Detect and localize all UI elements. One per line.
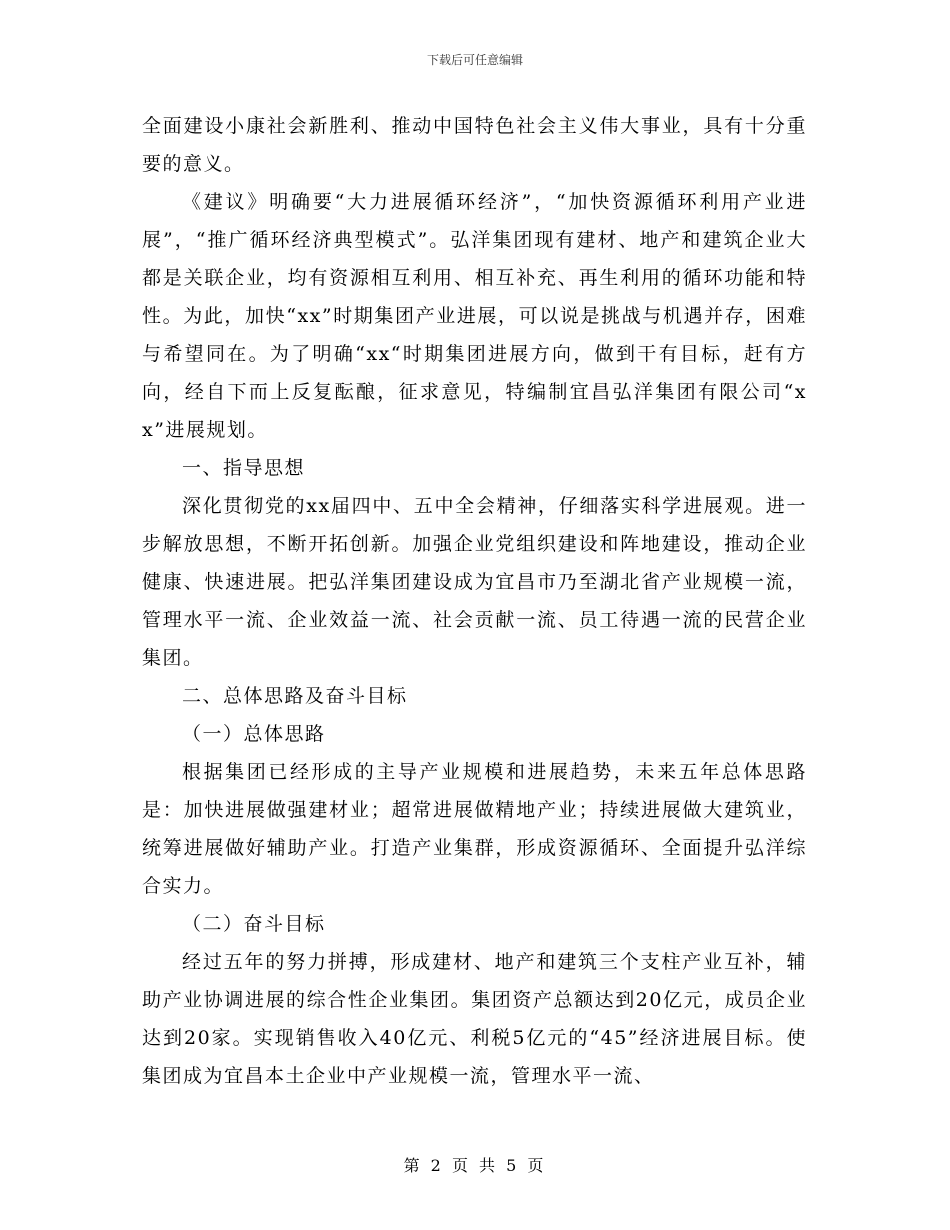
- document-body: [142, 107, 807, 1095]
- paragraph-guiding-ideology: 深化贯彻党的xx届四中、五中全会精神，仔细落实科学进展观。进一步解放思想，不断开拓创新。加强企业党组织建设和阵地建设，推动企业健康、快速进展。把弘洋集团建设成为宜昌市乃至湖北省产业规模一流，管理水平一流、企业效益一流、社会贡献一流、员工待遇一流的民营企业集团。: [142, 495, 807, 669]
- section-heading-overall-plan: 二、总体思路及奋斗目标: [182, 685, 408, 707]
- page-header-note: 下载后可任意编辑: [426, 53, 523, 67]
- subsection-heading-goals: （二）奋斗目标: [182, 913, 326, 935]
- paragraph-recommendation: 《建议》明确要“大力进展循环经济”，“加快资源循环利用产业进展”，“推广循环经济典型模式”。弘洋集团现有建材、地产和建筑企业大都是关联企业，均有资源相互利用、相互补充、再生利用的循环功能和特性。为此，加快“xx”时期集团产业进展，可以说是挑战与机遇并存，困难与希望同在。为了明确“xx“时期集团进展方向，做到干有目标，赶有方向，经自下而上反复酝酿，征求意见，特编制宜昌弘洋集团有限公司“xx”进展规划。: [142, 191, 807, 441]
- page-number-footer: 第 2 页 共 5 页: [403, 1156, 547, 1175]
- subsection-heading-overall-approach: （一）总体思路: [182, 723, 326, 745]
- paragraph-continuation: 全面建设小康社会新胜利、推动中国特色社会主义伟大事业，具有十分重要的意义。: [142, 115, 807, 175]
- paragraph-overall-approach: 根据集团已经形成的主导产业规模和进展趋势，未来五年总体思路是：加快进展做强建材业；超常进展做精地产业；持续进展做大建筑业，统筹进展做好辅助产业。打造产业集群，形成资源循环、全面提升弘洋综合实力。: [142, 761, 807, 897]
- section-heading-guiding-ideology: 一、指导思想: [182, 457, 306, 479]
- paragraph-goals: 经过五年的努力拼搏，形成建材、地产和建筑三个支柱产业互补，辅助产业协调进展的综合性企业集团。集团资产总额达到20亿元，成员企业达到20家。实现销售收入40亿元、利税5亿元的“45”经济进展目标。使集团成为宜昌本土企业中产业规模一流，管理水平一流、: [142, 951, 807, 1087]
